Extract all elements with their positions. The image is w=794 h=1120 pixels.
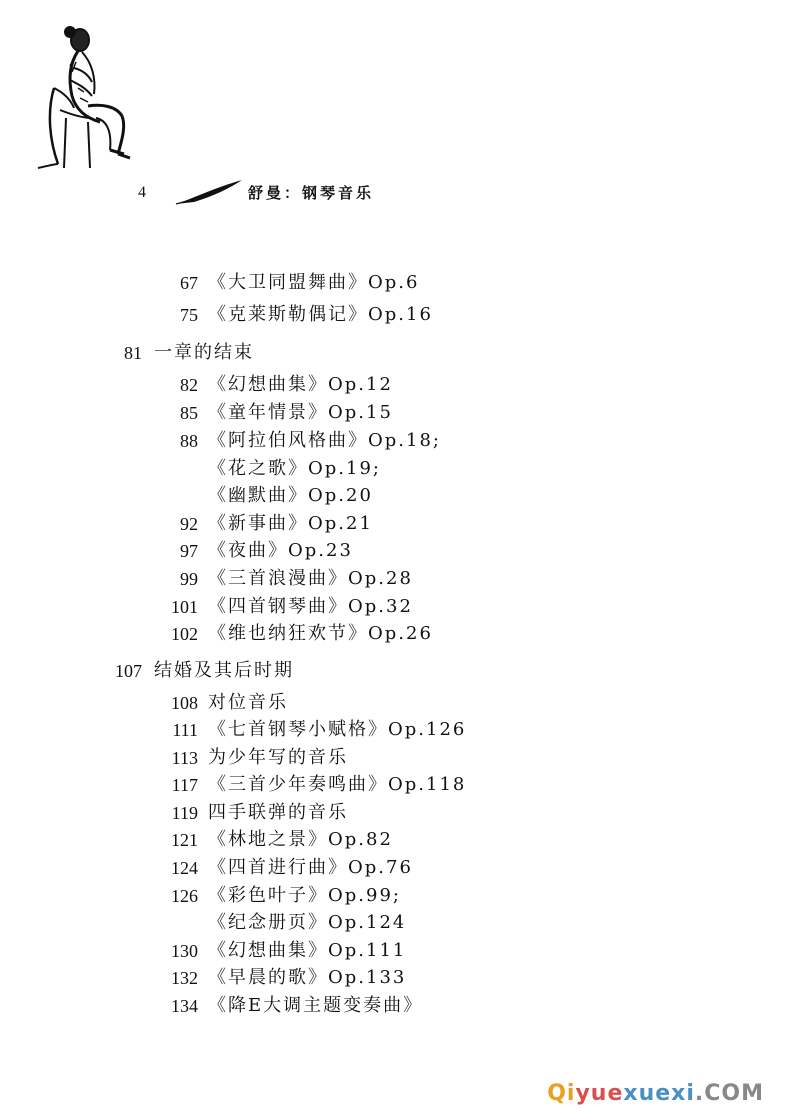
toc-title: 一章的结束 <box>154 342 254 363</box>
toc-page-number: 85 <box>180 403 198 423</box>
toc-title: 《维也纳狂欢节》Op.26 <box>208 623 433 644</box>
toc-page-number: 124 <box>171 858 198 878</box>
toc-title: 《林地之景》Op.82 <box>208 829 393 850</box>
toc-title: 结婚及其后时期 <box>154 660 294 681</box>
toc-page-number: 67 <box>180 273 198 293</box>
toc-title: 《幽默曲》Op.20 <box>208 485 373 506</box>
toc-title: 《三首浪漫曲》Op.28 <box>208 568 413 589</box>
toc-page-number: 82 <box>180 375 198 395</box>
toc-page-number: 119 <box>171 803 198 823</box>
watermark-part: xuexi <box>623 1081 695 1106</box>
toc-title: 《降E大调主题变奏曲》 <box>208 995 424 1016</box>
toc-title: 《三首少年奏鸣曲》Op.118 <box>208 774 467 795</box>
toc-page-number: 113 <box>171 748 198 768</box>
toc-title: 《花之歌》Op.19; <box>208 458 381 479</box>
toc-page-number: 132 <box>171 968 198 988</box>
toc-title: 《七首钢琴小赋格》Op.126 <box>208 719 467 740</box>
toc-page-number: 88 <box>180 431 198 451</box>
toc-page-number: 121 <box>171 830 198 850</box>
toc-page-number: 92 <box>180 514 198 534</box>
toc-title: 《四首进行曲》Op.76 <box>208 857 413 878</box>
toc-page-number: 107 <box>115 661 142 681</box>
watermark <box>547 1081 764 1106</box>
toc-title: 《四首钢琴曲》Op.32 <box>208 596 413 617</box>
toc-page-number: 134 <box>171 996 198 1016</box>
toc-page-number: 111 <box>172 720 198 740</box>
watermark-part: Qi <box>547 1081 576 1106</box>
toc-page-number: 97 <box>180 541 198 561</box>
toc-page-number: 126 <box>171 886 198 906</box>
toc-title: 《夜曲》Op.23 <box>208 540 353 561</box>
watermark-part: .COM <box>694 1081 764 1106</box>
toc-title: 《早晨的歌》Op.133 <box>208 967 407 988</box>
toc-title: 《新事曲》Op.21 <box>208 513 373 534</box>
toc-title: 《彩色叶子》Op.99; <box>208 885 401 906</box>
toc-title: 对位音乐 <box>208 692 288 713</box>
toc-title: 《大卫同盟舞曲》Op.6 <box>208 272 420 293</box>
toc-title: 《幻想曲集》Op.111 <box>208 940 407 961</box>
toc-title: 《纪念册页》Op.124 <box>208 912 407 933</box>
toc-page-number: 99 <box>180 569 198 589</box>
toc-page-number: 75 <box>180 305 198 325</box>
toc-page-number: 101 <box>171 597 198 617</box>
toc-title: 《幻想曲集》Op.12 <box>208 374 393 395</box>
toc-title: 《克莱斯勒偶记》Op.16 <box>208 304 433 325</box>
toc-page-number: 102 <box>171 624 198 644</box>
toc-title: 为少年写的音乐 <box>208 747 348 768</box>
page-number: 4 <box>138 184 146 201</box>
toc-title: 《童年情景》Op.15 <box>208 402 393 423</box>
watermark-part: yue <box>575 1081 624 1106</box>
toc-page-number: 108 <box>171 693 198 713</box>
toc-page-number: 81 <box>124 343 142 363</box>
toc-title: 四手联弹的音乐 <box>208 802 348 823</box>
running-title: 舒曼：钢琴音乐 <box>248 184 375 202</box>
toc-title: 《阿拉伯风格曲》Op.18; <box>208 430 441 451</box>
toc-page-number: 130 <box>171 941 198 961</box>
toc-page-number: 117 <box>171 775 198 795</box>
